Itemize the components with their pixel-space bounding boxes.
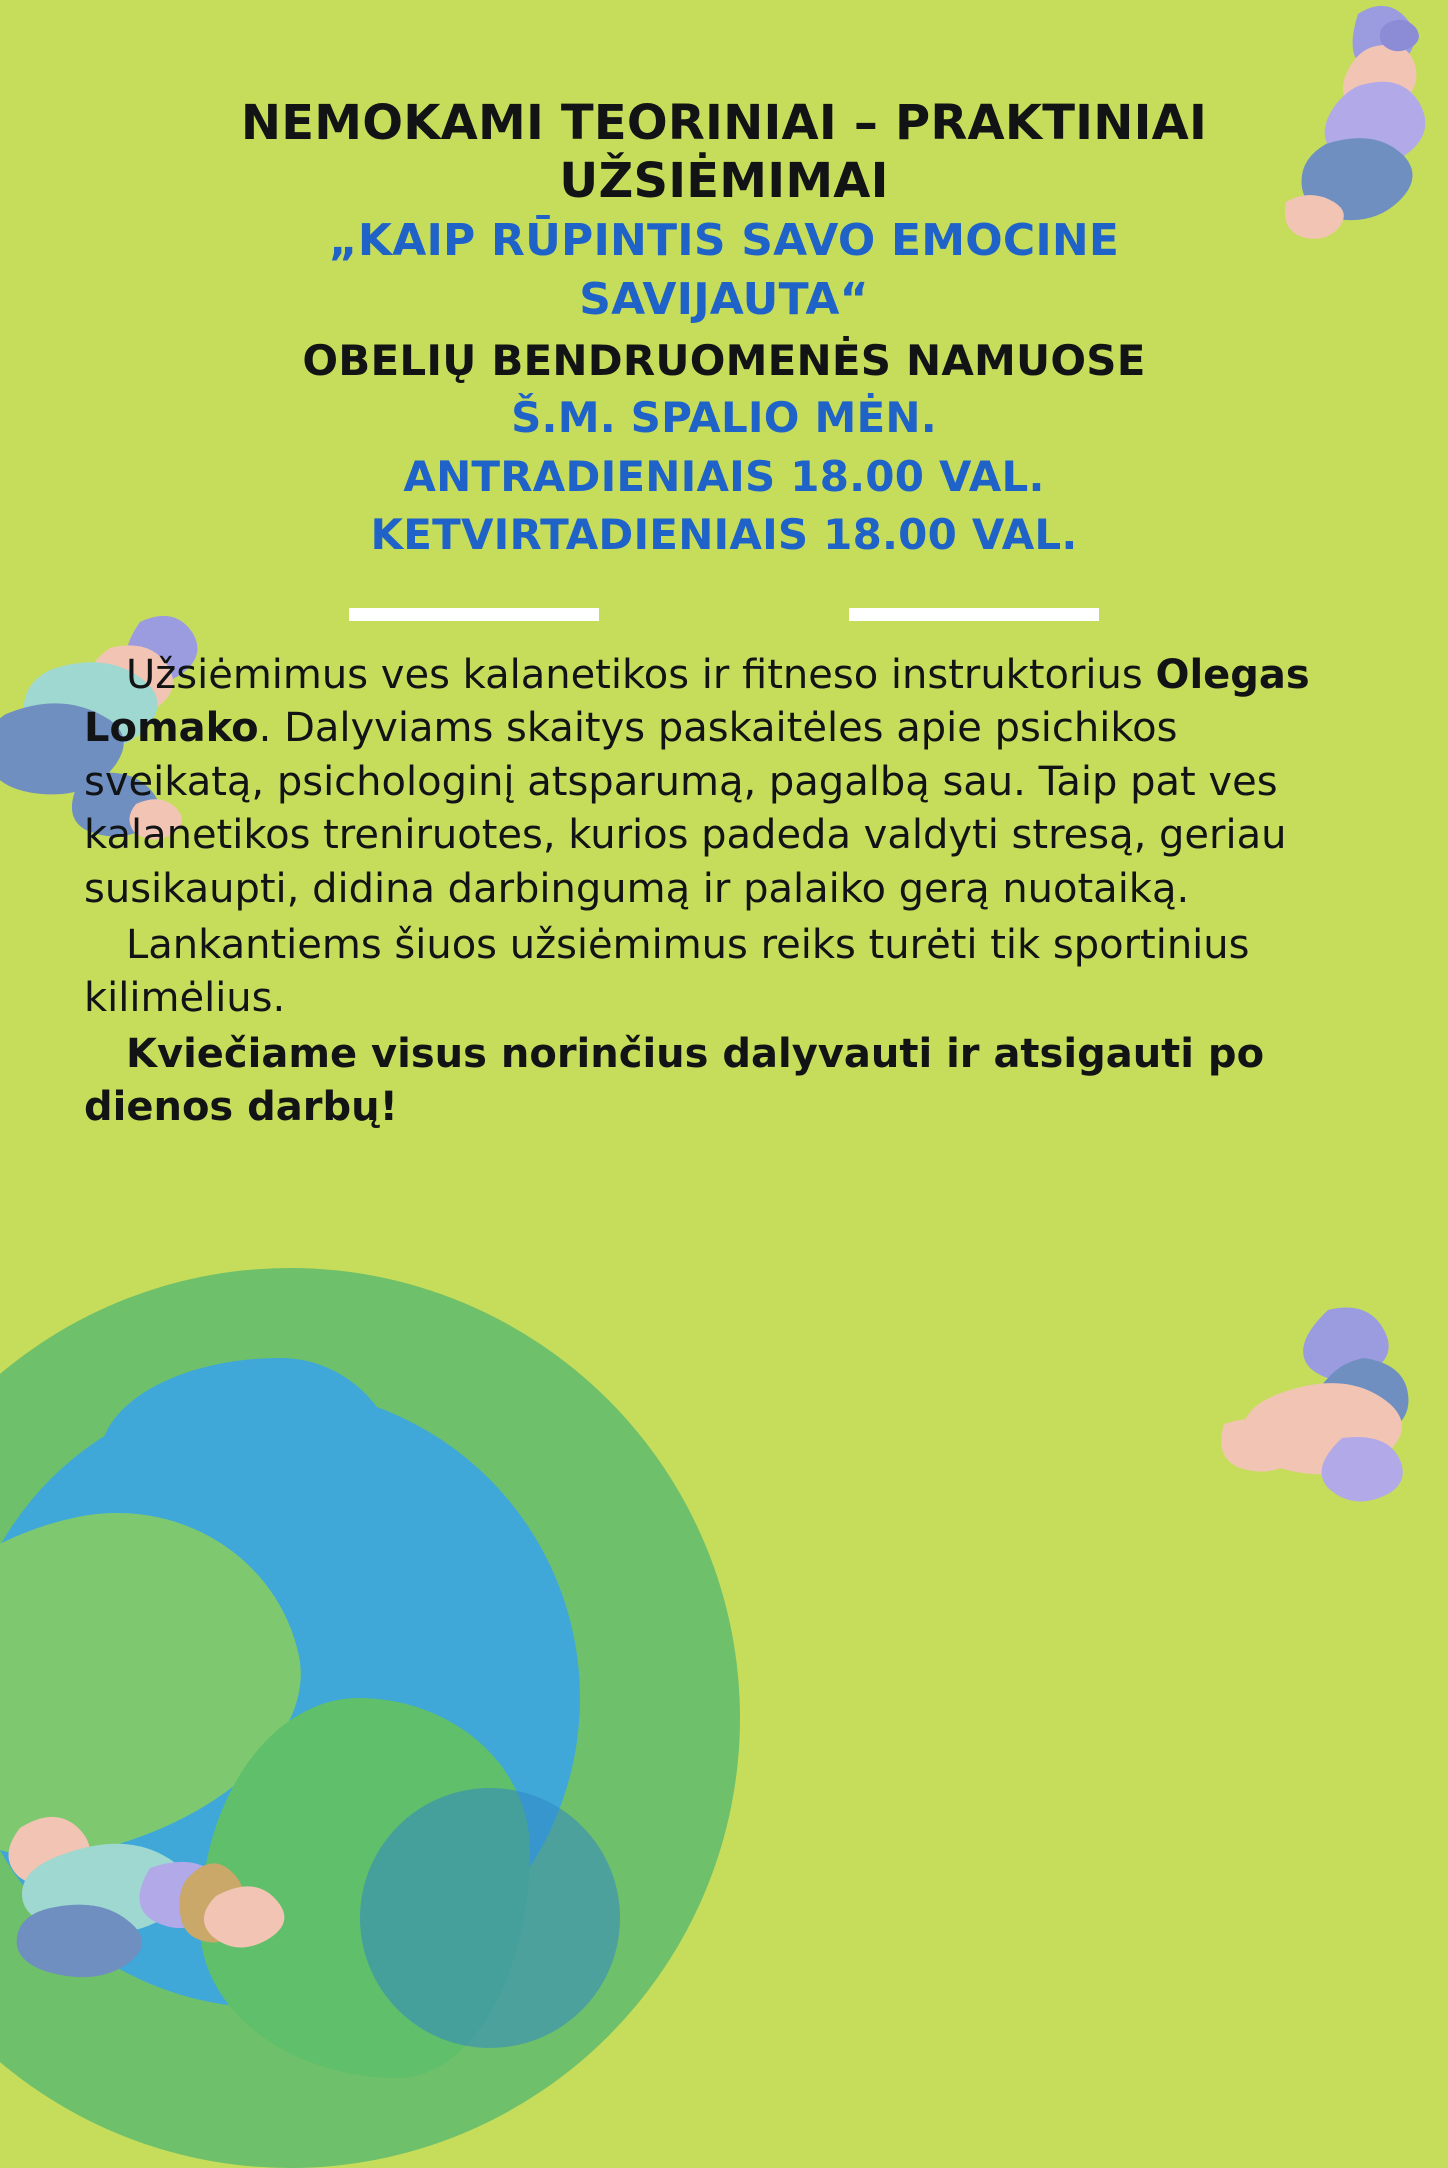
- body-paragraph-1-part-2: . Dalyviams skaitys paskaitėles apie psichikos sveikatą, psichologinį atsparumą, pagalbą sau. Taip pat ves kalanetikos treniruotes, kurios padeda valdyti stresą, geriau susikaupti, didina darbingumą ir palaiko gerą nuotaiką.: [84, 705, 1287, 913]
- title-line-4: SAVIJAUTA“: [579, 274, 869, 326]
- body-paragraph-1-part-1: Užsiėmimus ves kalanetikos ir fitneso instruktorius: [126, 651, 1156, 698]
- globe-water-shape-secondary: [360, 1788, 620, 2048]
- divider-group: [56, 608, 1392, 621]
- poster-title-block: [56, 96, 1392, 562]
- body-paragraph-2: [84, 919, 1364, 1026]
- title-line-1: NEMOKAMI TEORINIAI – PRAKTINIAI: [240, 95, 1208, 151]
- title-line-3: „KAIP RŪPINTIS SAVO EMOCINE: [328, 215, 1120, 267]
- body-paragraph-2-text: Lankantiems šiuos užsiėmimus reiks turėti tik sportinius kilimėlius.: [84, 921, 1250, 1022]
- month-line: Š.M. SPALIO MĖN.: [511, 393, 937, 443]
- instructor-name: Olegas Lomako: [84, 651, 1310, 752]
- body-paragraph-1: [84, 649, 1364, 917]
- person-stretching-icon-bottom-left: [0, 1768, 380, 2028]
- thursday-time-line: KETVIRTADIENIAIS 18.00 VAL.: [370, 510, 1078, 560]
- title-line-2: UŽSIĖMIMAI: [559, 152, 889, 209]
- divider-left: [349, 608, 599, 621]
- body-paragraph-3: [84, 1028, 1364, 1135]
- tuesday-time-line: ANTRADIENIAIS 18.00 VAL.: [403, 451, 1045, 501]
- globe-illustration: [0, 1268, 740, 2168]
- divider-right: [849, 608, 1099, 621]
- person-stretching-icon-bottom-right: [1128, 1298, 1428, 1528]
- poster-body: [56, 649, 1392, 1135]
- body-paragraph-3-text: Kviečiame visus norinčius dalyvauti ir atsigauti po dienos darbų!: [84, 1030, 1265, 1131]
- venue-line: OBELIŲ BENDRUOMENĖS NAMUOSE: [302, 335, 1146, 385]
